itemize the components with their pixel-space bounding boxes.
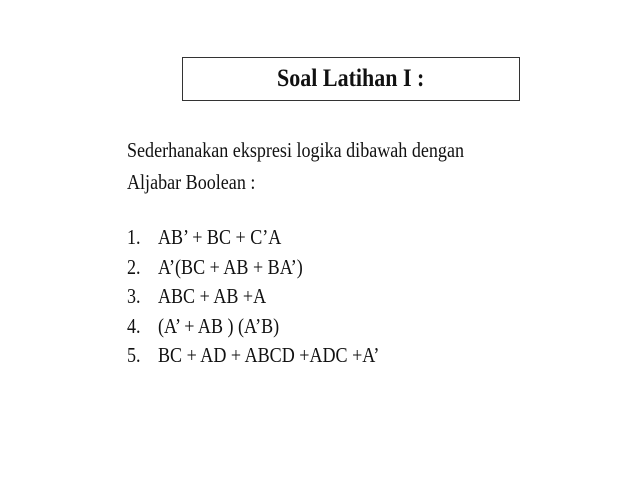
- problem-expression: A’(BC + AB + BA’): [157, 254, 303, 279]
- instruction-line-2: Aljabar Boolean :: [127, 170, 256, 194]
- problem-expression: ABC + AB +A: [157, 284, 267, 308]
- problem-expression: BC + AD + ABCD +ADC +A’: [157, 343, 380, 367]
- problem-number: 2.: [127, 254, 141, 279]
- problem-list: [127, 223, 379, 371]
- problem-number: 1.: [127, 225, 141, 249]
- title-box: [182, 57, 520, 101]
- slide-title: Soal Latihan I :: [277, 65, 425, 92]
- problem-item: [127, 253, 379, 283]
- instruction-line-1: Sederhanakan ekspresi logika dibawah dengan: [127, 138, 465, 162]
- problem-item: [127, 282, 379, 312]
- problem-item: [127, 312, 379, 342]
- problem-number: 3.: [127, 284, 141, 308]
- problem-number: 5.: [127, 343, 141, 367]
- problem-number: 4.: [127, 313, 141, 338]
- instruction-text: [127, 134, 531, 198]
- problem-expression: AB’ + BC + C’A: [157, 225, 282, 249]
- problem-expression: (A’ + AB ) (A’B): [157, 313, 280, 338]
- problem-item: [127, 341, 379, 371]
- problem-item: [127, 223, 379, 253]
